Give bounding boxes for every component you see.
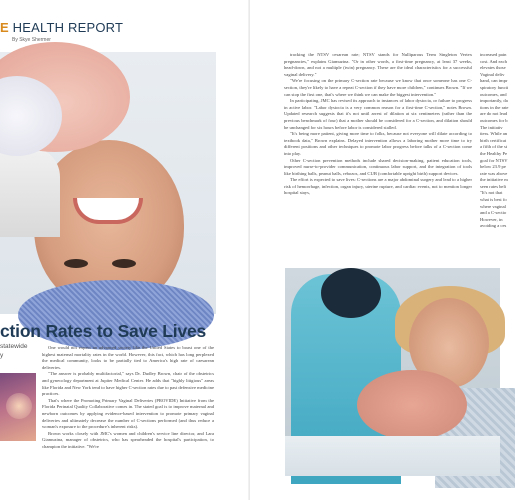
subdeck-line: y xyxy=(0,351,4,359)
body-line: "It's not that xyxy=(480,190,503,196)
body-paragraph: The effort is expected to save lives: C-sections are a major abdominal surgery and lead to a higher risk of hemorrhage, infection, organ injury, uterine rupture, and cardiac events, not to mention longer hospital stays, xyxy=(284,177,472,196)
body-line: hand, can impr xyxy=(480,78,508,84)
body-line: what is best fo xyxy=(480,197,507,203)
body-paragraph: In participating, JMC has revised its approach to instances of labor dystocia, or failure to progress in active labor. "Labor dystocia is a very common reason for a first-time C-section," notes Brown. Updated research suggests that it's not until arrest of dilation at six centimeters (rather than the previous benchmark of four) that a mother should be considered for a C-section, and dilation should be unchanged for six hours before labor is considered stalled. xyxy=(284,98,472,130)
body-line: elevates those xyxy=(480,65,506,71)
body-paragraph: Brown works closely with JMC's women and children's service line director, and Lara Giamuzina, manager of obstetrics, who has spearheaded the hospital's participation, to champion the initiative. "We're xyxy=(42,430,214,449)
doctor-head xyxy=(321,268,381,318)
body-line: cost. And each xyxy=(480,58,507,64)
left-body-column xyxy=(42,345,214,451)
body-line: However, in xyxy=(480,216,503,222)
body-line: importantly, da xyxy=(480,98,508,104)
body-paragraph: One would not expect an advanced society like the United States to boast one of the highest maternal mortality rates in the world. However, this fact, which has long perplexed the medical community, looks to be partially tied to America's high rate of caesarean deliveries. xyxy=(42,345,214,370)
body-line: the initiative m xyxy=(480,177,508,183)
right-body-column-1 xyxy=(284,52,472,197)
body-line: a fifth of the st xyxy=(480,144,508,150)
mother-eye-right xyxy=(112,259,136,268)
body-line: increased pain xyxy=(480,52,507,57)
left-page xyxy=(0,0,250,500)
body-line: seen rates beli xyxy=(480,183,507,189)
body-paragraph: Other C-section prevention methods include shared decision-making, patient education tools, improved nurse-to-provider communication, continuous labor support, and the integration of tools like birthing balls, peanut balls, rebozos, and CUB (comfortable upright birth) support devices. xyxy=(284,157,472,176)
body-line: outcomes, and xyxy=(480,91,507,97)
body-line: Vaginal deliv xyxy=(480,71,505,77)
body-line: spiratory functi xyxy=(480,84,509,90)
article-headline: ction Rates to Save Lives xyxy=(0,321,207,341)
newborn-baby xyxy=(357,370,467,440)
baby-blanket xyxy=(0,147,60,237)
body-paragraph: That's where the Promoting Primary Vaginal Deliveries (PROVIDE) Initiative from the Florida Perinatal Quality Collaborative comes in. The stated goal is to improve maternal and newborn outcomes by applying evidence-based intervention to promote primary vaginal deliveries and ultimately decrease the number of C-sections performed (and thus reduce a woman's exposure to the procedure's inherent risks). xyxy=(42,397,214,430)
inset-photo-newborn xyxy=(0,373,36,441)
body-paragraph: tracking the NTSV cesarean rate; NTSV stands for Nulliparous Term Singleton Vertex pregnancies," explains Giamuzina. "Or in other words, a first-time pregnancy, at least 37 weeks, head-down, and not a multiple (twin) pregnancy. These are the ideal characteristics for a successful vaginal delivery." xyxy=(284,52,472,77)
mother-eye-left xyxy=(64,259,88,268)
body-line: where vaginal xyxy=(480,203,506,209)
inset-photo-highlight xyxy=(6,393,32,419)
body-line: the Healthy Pe xyxy=(480,150,508,156)
right-body-column-2-cropped xyxy=(480,52,509,230)
body-line: below 23.9 pe xyxy=(480,164,506,170)
body-line: and a C-sectio xyxy=(480,210,507,216)
body-line: birth certificat xyxy=(480,137,507,143)
body-paragraph: "We're focusing on the primary C-section rate because we know that once someone has one C-section, they're likely to have a repeat C-section if they have more children," continues Brown. "If we can stop the first one, that's where we think we can make the biggest intervention." xyxy=(284,78,472,97)
body-paragraph: "The answer is probably multifactorial," says Dr. Dudley Brown, chair of the obstetrics and gynecology department at Jupiter Medical Center. He adds that "highly litigious" areas like Florida and New York tend to have higher C-section rates due to past defensive medicine practices. xyxy=(42,371,214,397)
body-line: rate was above xyxy=(480,170,508,176)
byline: By Skye Shermer xyxy=(12,37,51,43)
section-header-accent: E xyxy=(0,20,9,35)
body-paragraph: "It's being more patient, giving more time to folks, because not everyone will dilate according to textbook data," Brown explains. Delayed intervention allows a laboring mother more time to try different positions and other techniques to promote labor progress before talks of a C-section come into play. xyxy=(284,131,472,156)
body-line: tiess. While an xyxy=(480,131,508,137)
hospital-sheet xyxy=(285,436,500,476)
body-line: are do not lead xyxy=(480,111,508,117)
body-line: tions in the rate xyxy=(480,104,509,110)
article-subdeck xyxy=(0,343,42,360)
right-page xyxy=(250,0,509,500)
section-header-title: HEALTH REPORT xyxy=(8,20,124,35)
body-line: avoiding a ces xyxy=(480,223,507,229)
section-header xyxy=(0,20,123,35)
photo-delivery-room xyxy=(285,268,500,476)
hero-photo-mother-and-newborn xyxy=(0,52,216,314)
body-line: outcomes for b xyxy=(480,117,508,123)
body-line: goal for NTSV xyxy=(480,157,508,163)
subdeck-line: statewide xyxy=(0,343,28,350)
body-line: The initiativ xyxy=(480,124,503,130)
